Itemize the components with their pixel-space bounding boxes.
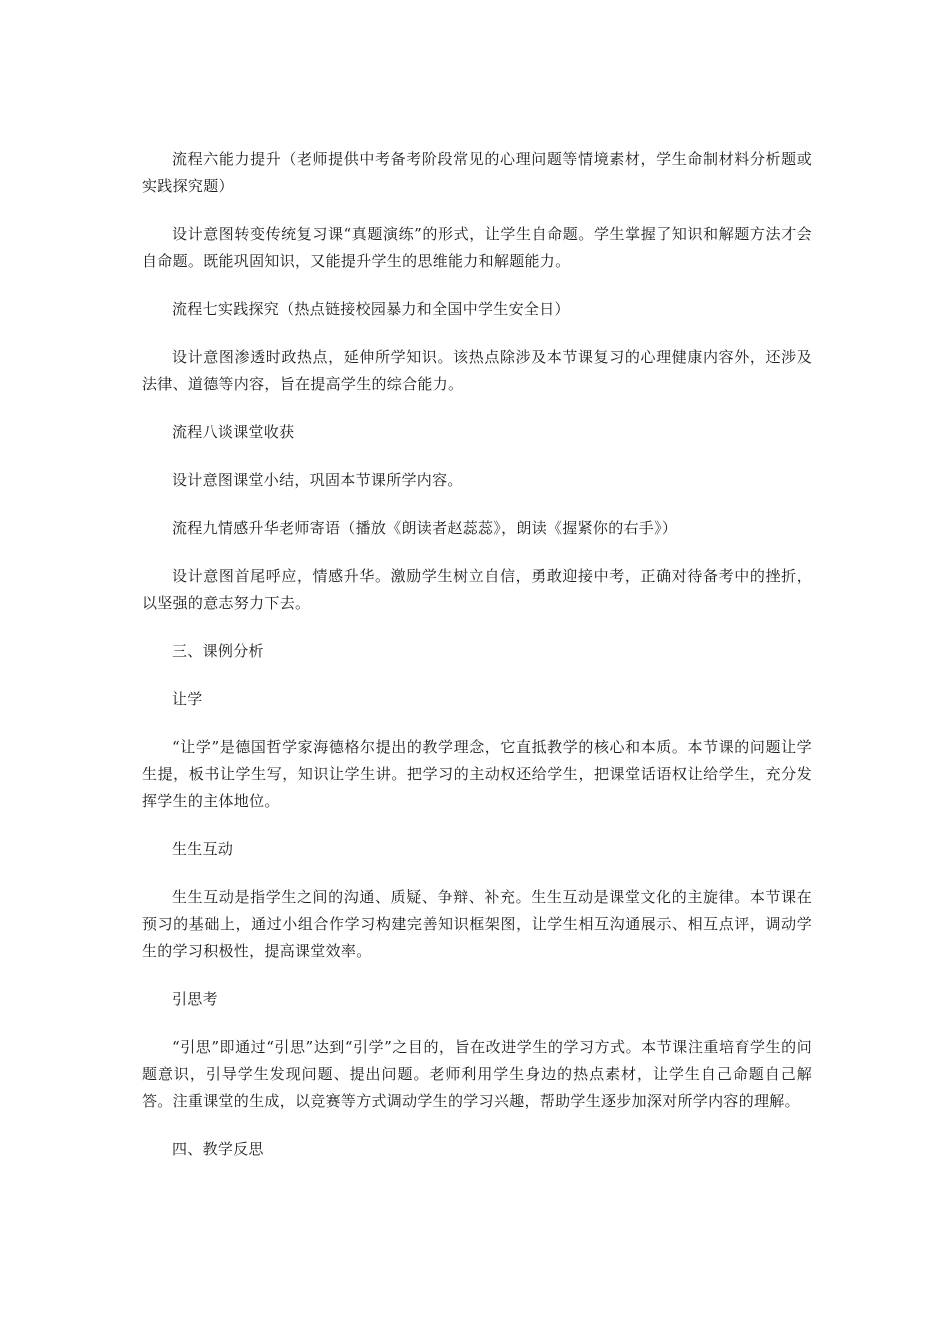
process-7-paragraph: 流程七实践探究（热点链接校园暴力和全国中学生安全日）: [172, 300, 570, 318]
design-intent-6-paragraph: 设计意图转变传统复习课“真题演练”的形式，让学生自命题。学生掌握了知识和解题方法才会自命题。既能巩固知识，又能提升学生的思维能力和解题能力。: [142, 225, 812, 270]
design-intent-8-paragraph: 设计意图课堂小结，巩固本节课所学内容。: [172, 471, 463, 489]
yinsikao-paragraph: “引思”即通过“引思”达到“引学”之目的，旨在改进学生的学习方式。本节课注重培育学生的问题意识，引导学生发现问题、提出问题。老师利用学生身边的热点素材，让学生自己命题自己解答。注重课堂的生成，以竞赛等方式调动学生的学习兴趣，帮助学生逐步加深对所学内容的理解。: [142, 1038, 812, 1110]
document-body: [142, 146, 812, 1184]
rangxue-paragraph: “让学”是德国哲学家海德格尔提出的教学理念，它直抵教学的核心和本质。本节课的问题让学生提，板书让学生写，知识让学生讲。把学习的主动权还给学生，把课堂话语权让给学生，充分发挥学生的主体地位。: [142, 738, 812, 810]
process-8-paragraph: 流程八谈课堂收获: [172, 423, 295, 441]
interaction-heading: 生生互动: [172, 840, 234, 858]
section-4-heading: 四、教学反思: [172, 1140, 264, 1158]
yinsikao-heading: 引思考: [172, 990, 218, 1008]
interaction-paragraph: 生生互动是指学生之间的沟通、质疑、争辩、补充。生生互动是课堂文化的主旋律。本节课在预习的基础上，通过小组合作学习构建完善知识框架图，让学生相互沟通展示、相互点评，调动学生的学习积极性，提高课堂效率。: [142, 888, 812, 960]
design-intent-9-paragraph: 设计意图首尾呼应，情感升华。激励学生树立自信，勇敢迎接中考，正确对待备考中的挫折，以坚强的意志努力下去。: [142, 567, 812, 612]
process-6-paragraph: 流程六能力提升（老师提供中考备考阶段常见的心理问题等情境素材，学生命制材料分析题或实践探究题）: [142, 150, 812, 195]
design-intent-7-paragraph: 设计意图渗透时政热点，延伸所学知识。该热点除涉及本节课复习的心理健康内容外，还涉及法律、道德等内容，旨在提高学生的综合能力。: [142, 348, 812, 393]
process-9-paragraph: 流程九情感升华老师寄语（播放《朗读者赵蕊蕊》，朗读《握紧你的右手》）: [172, 519, 678, 537]
rangxue-heading: 让学: [172, 690, 203, 708]
section-3-heading: 三、课例分析: [172, 642, 264, 660]
